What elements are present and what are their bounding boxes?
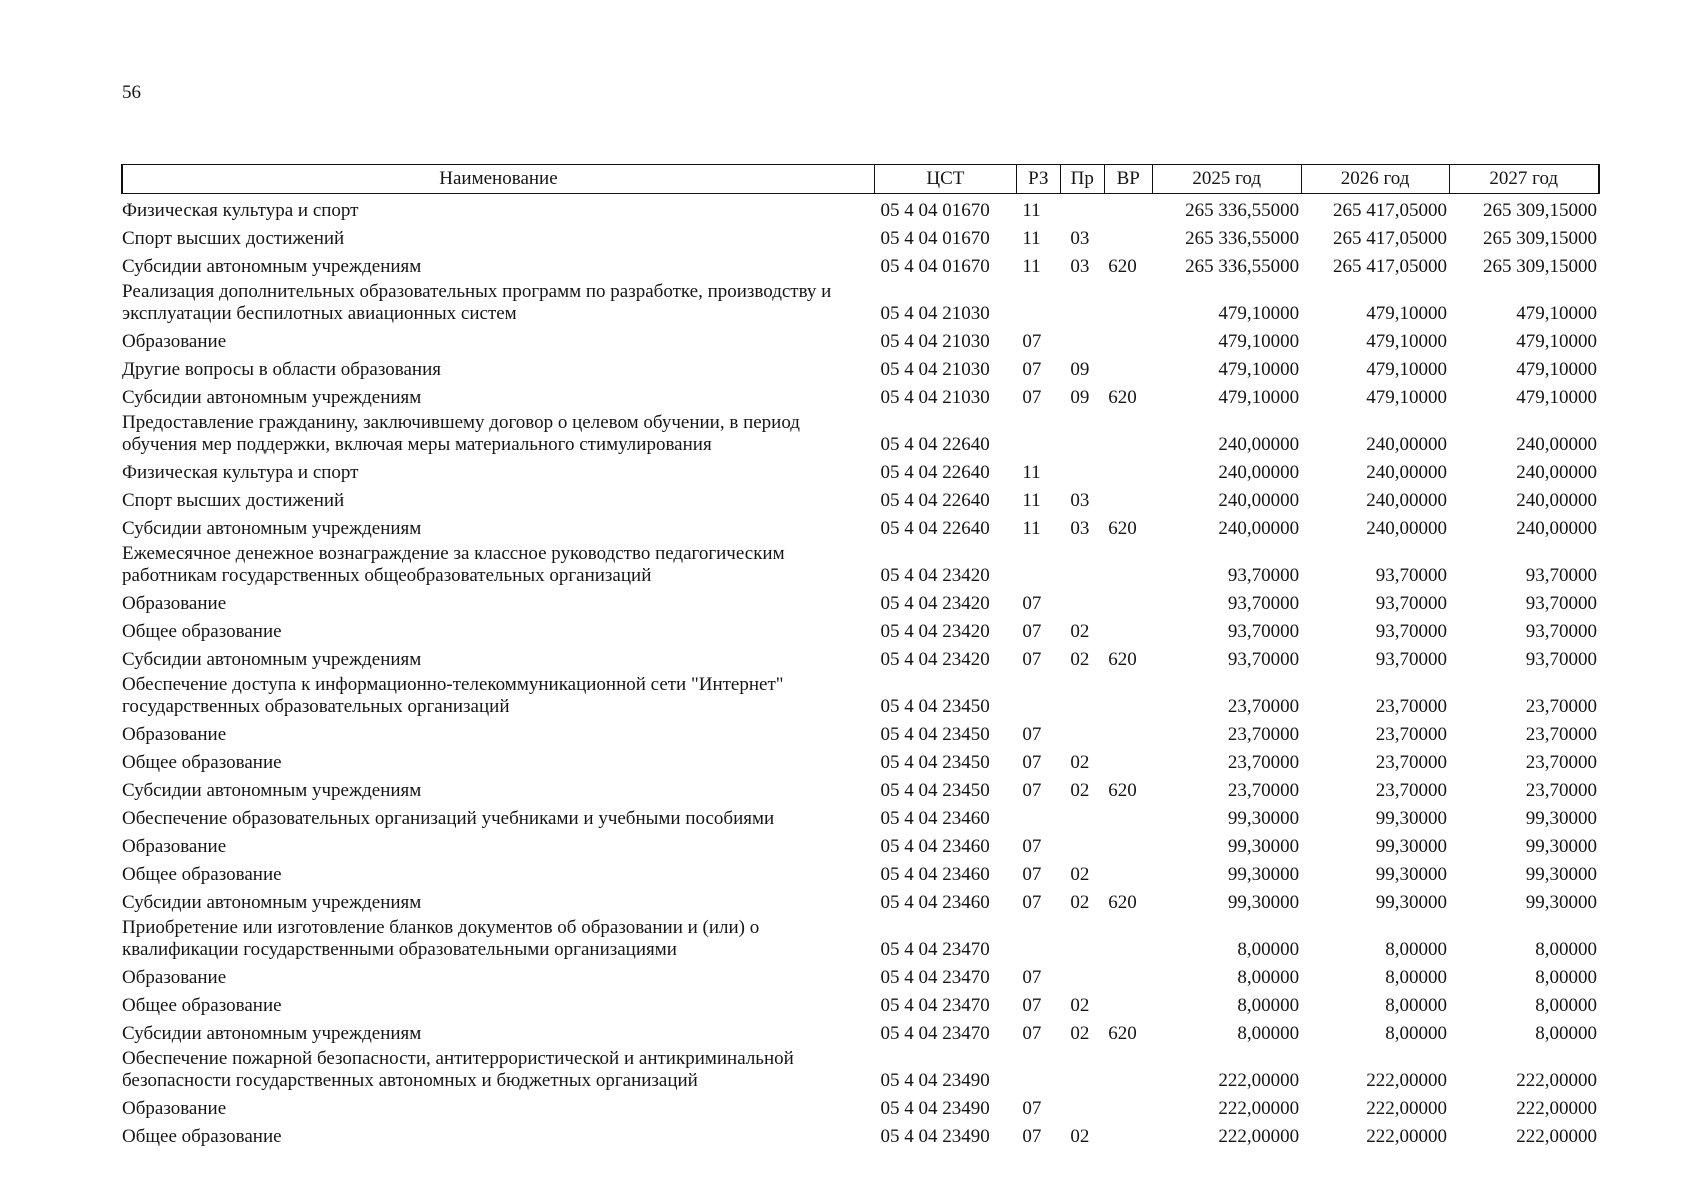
table-row	[122, 774, 1599, 802]
cell-vr	[1104, 615, 1152, 643]
cell-pr	[1060, 914, 1104, 961]
cell-name: Субсидии автономным учреждениям	[122, 1023, 422, 1044]
cell-cst: 05 4 04 22640	[880, 434, 990, 455]
cell-pr: 03	[1070, 256, 1090, 277]
cell-name: Обеспечение пожарной безопасности, антитеррористической и антикриминальной безопасности государственных автономных и бюджетных организаций	[122, 1048, 794, 1091]
cell-name: Обеспечение доступа к информационно-телекоммуникационной сети "Интернет" государственных образовательных организаций	[122, 674, 784, 717]
cell-rz: 11	[1022, 462, 1041, 483]
cell-cst: 05 4 04 23420	[880, 649, 990, 670]
cell-2025: 99,30000	[1227, 892, 1300, 913]
cell-cst: 05 4 04 21030	[880, 331, 990, 352]
cell-2026: 99,30000	[1375, 892, 1448, 913]
cell-2027: 93,70000	[1525, 649, 1597, 670]
cell-2027: 240,00000	[1516, 518, 1597, 539]
cell-vr	[1104, 746, 1152, 774]
cell-2027: 240,00000	[1516, 490, 1597, 511]
cell-name: Физическая культура и спорт	[122, 200, 359, 221]
cell-rz: 07	[1022, 331, 1042, 352]
cell-2026: 8,00000	[1385, 967, 1448, 988]
cell-rz: 07	[1022, 593, 1042, 614]
budget-table	[121, 164, 1600, 1148]
table-row	[122, 456, 1599, 484]
cell-2027: 479,10000	[1516, 303, 1597, 324]
cell-2026: 93,70000	[1375, 649, 1448, 670]
cell-pr	[1060, 718, 1104, 746]
header-row	[122, 165, 1599, 194]
cell-cst: 05 4 04 23470	[880, 939, 990, 960]
cell-name: Спорт высших достижений	[122, 228, 345, 249]
table-row	[122, 1092, 1599, 1120]
cell-cst: 05 4 04 01670	[880, 228, 990, 249]
cell-2027: 479,10000	[1516, 359, 1597, 380]
cell-2026: 99,30000	[1375, 864, 1448, 885]
table-row	[122, 802, 1599, 830]
cell-2027: 265 309,15000	[1483, 200, 1597, 221]
cell-2027: 222,00000	[1516, 1098, 1597, 1119]
header-pr: Пр	[1060, 165, 1104, 194]
cell-2026: 93,70000	[1375, 621, 1448, 642]
cell-name: Субсидии автономным учреждениям	[122, 780, 422, 801]
cell-2026: 222,00000	[1366, 1070, 1448, 1091]
cell-2026: 265 417,05000	[1333, 200, 1448, 221]
cell-2026: 93,70000	[1375, 565, 1448, 586]
cell-rz	[1016, 278, 1060, 325]
cell-2025: 93,70000	[1227, 649, 1300, 670]
cell-vr: 620	[1108, 892, 1137, 913]
cell-2027: 222,00000	[1516, 1126, 1597, 1147]
cell-name: Образование	[122, 967, 227, 988]
cell-pr	[1060, 325, 1104, 353]
cell-pr: 02	[1070, 780, 1090, 801]
cell-name: Другие вопросы в области образования	[122, 359, 441, 380]
cell-2025: 240,00000	[1218, 490, 1300, 511]
cell-2025: 23,70000	[1227, 752, 1300, 773]
cell-name: Субсидии автономным учреждениям	[122, 256, 422, 277]
cell-2026: 8,00000	[1385, 1023, 1448, 1044]
cell-pr	[1060, 194, 1104, 223]
cell-2027: 8,00000	[1535, 1023, 1597, 1044]
cell-name: Общее образование	[122, 864, 282, 885]
cell-vr	[1104, 718, 1152, 746]
cell-rz	[1016, 1045, 1060, 1092]
cell-pr: 03	[1070, 228, 1090, 249]
table-row	[122, 278, 1599, 325]
cell-2027: 99,30000	[1525, 808, 1597, 829]
cell-rz: 07	[1022, 359, 1042, 380]
cell-2025: 479,10000	[1218, 359, 1300, 380]
cell-2025: 479,10000	[1218, 387, 1300, 408]
cell-cst: 05 4 04 23470	[880, 995, 990, 1016]
cell-2025: 479,10000	[1218, 331, 1300, 352]
table-row	[122, 886, 1599, 914]
cell-vr	[1104, 353, 1152, 381]
cell-cst: 05 4 04 23460	[880, 808, 990, 829]
table-row	[122, 615, 1599, 643]
cell-pr	[1060, 1092, 1104, 1120]
cell-name: Реализация дополнительных образовательных программ по разработке, производству и эксплуатации беспилотных авиационных систем	[122, 281, 832, 324]
cell-2025: 240,00000	[1218, 462, 1300, 483]
cell-2026: 479,10000	[1366, 387, 1448, 408]
cell-name: Обеспечение образовательных организаций учебниками и учебными пособиями	[122, 808, 775, 829]
header-2026: 2026 год	[1301, 165, 1449, 194]
cell-rz: 07	[1022, 1126, 1042, 1147]
cell-rz: 07	[1022, 621, 1042, 642]
table-row	[122, 1045, 1599, 1092]
header-2027: 2027 год	[1449, 165, 1599, 194]
cell-2027: 93,70000	[1525, 621, 1597, 642]
cell-2026: 240,00000	[1366, 434, 1448, 455]
cell-2026: 265 417,05000	[1333, 228, 1448, 249]
cell-pr: 02	[1070, 621, 1090, 642]
cell-rz: 07	[1022, 995, 1042, 1016]
cell-2027: 240,00000	[1516, 434, 1597, 455]
cell-cst: 05 4 04 23450	[880, 724, 990, 745]
table-header	[122, 165, 1599, 194]
table-row	[122, 222, 1599, 250]
cell-vr	[1104, 830, 1152, 858]
cell-2027: 265 309,15000	[1483, 256, 1597, 277]
header-cst: ЦСТ	[874, 165, 1016, 194]
cell-name: Образование	[122, 1098, 227, 1119]
cell-pr: 02	[1070, 1126, 1090, 1147]
cell-cst: 05 4 04 21030	[880, 359, 990, 380]
table-row	[122, 830, 1599, 858]
cell-cst: 05 4 04 23460	[880, 836, 990, 857]
cell-cst: 05 4 04 22640	[880, 462, 990, 483]
cell-rz: 11	[1022, 490, 1041, 511]
cell-2027: 8,00000	[1535, 995, 1597, 1016]
cell-cst: 05 4 04 23470	[880, 1023, 990, 1044]
cell-2026: 479,10000	[1366, 303, 1448, 324]
cell-vr	[1104, 802, 1152, 830]
cell-cst: 05 4 04 23490	[880, 1098, 990, 1119]
cell-cst: 05 4 04 23490	[880, 1126, 990, 1147]
cell-vr	[1104, 456, 1152, 484]
cell-vr: 620	[1108, 518, 1137, 539]
cell-2025: 265 336,55000	[1185, 256, 1300, 277]
cell-cst: 05 4 04 01670	[880, 200, 990, 221]
cell-name: Общее образование	[122, 752, 282, 773]
table-row	[122, 671, 1599, 718]
table-row	[122, 961, 1599, 989]
cell-cst: 05 4 04 23450	[880, 752, 990, 773]
table-row	[122, 989, 1599, 1017]
cell-vr: 620	[1108, 256, 1137, 277]
cell-rz: 07	[1022, 1023, 1042, 1044]
cell-2027: 23,70000	[1525, 696, 1597, 717]
cell-vr	[1104, 989, 1152, 1017]
cell-name: Ежемесячное денежное вознаграждение за классное руководство педагогическим работникам государственных общеобразовательных организаций	[122, 543, 785, 586]
cell-2025: 8,00000	[1237, 939, 1300, 960]
cell-vr	[1104, 1045, 1152, 1092]
cell-rz: 07	[1022, 387, 1042, 408]
cell-2027: 8,00000	[1535, 967, 1597, 988]
cell-2025: 240,00000	[1218, 518, 1300, 539]
cell-2027: 99,30000	[1525, 892, 1597, 913]
cell-name: Образование	[122, 593, 227, 614]
cell-vr	[1104, 484, 1152, 512]
cell-rz: 07	[1022, 967, 1042, 988]
cell-2025: 99,30000	[1227, 808, 1300, 829]
table-row	[122, 512, 1599, 540]
cell-2027: 265 309,15000	[1483, 228, 1597, 249]
cell-2027: 8,00000	[1535, 939, 1597, 960]
cell-2025: 8,00000	[1237, 995, 1300, 1016]
cell-2026: 23,70000	[1375, 752, 1448, 773]
cell-name: Спорт высших достижений	[122, 490, 345, 511]
cell-2025: 479,10000	[1218, 303, 1300, 324]
cell-cst: 05 4 04 23420	[880, 621, 990, 642]
cell-cst: 05 4 04 21030	[880, 303, 990, 324]
cell-pr	[1060, 830, 1104, 858]
cell-cst: 05 4 04 22640	[880, 490, 990, 511]
cell-2027: 222,00000	[1516, 1070, 1597, 1091]
table-row	[122, 858, 1599, 886]
cell-pr: 02	[1070, 864, 1090, 885]
table-row	[122, 353, 1599, 381]
cell-pr: 03	[1070, 518, 1090, 539]
budget-table-container	[121, 164, 1600, 1148]
cell-cst: 05 4 04 01670	[880, 256, 990, 277]
cell-2025: 8,00000	[1237, 1023, 1300, 1044]
cell-2027: 240,00000	[1516, 462, 1597, 483]
cell-rz	[1016, 914, 1060, 961]
cell-name: Приобретение или изготовление бланков документов об образовании и (или) о квалификации государственными образовательными организациями	[122, 917, 760, 960]
cell-2025: 93,70000	[1227, 621, 1300, 642]
cell-pr	[1060, 1045, 1104, 1092]
table-row	[122, 250, 1599, 278]
cell-2027: 23,70000	[1525, 752, 1597, 773]
cell-vr: 620	[1108, 780, 1137, 801]
cell-name: Общее образование	[122, 621, 282, 642]
cell-pr	[1060, 540, 1104, 587]
cell-pr	[1060, 961, 1104, 989]
cell-cst: 05 4 04 23420	[880, 565, 990, 586]
cell-pr	[1060, 802, 1104, 830]
cell-vr: 620	[1108, 649, 1137, 670]
cell-2026: 479,10000	[1366, 331, 1448, 352]
cell-cst: 05 4 04 23450	[880, 780, 990, 801]
cell-pr: 09	[1070, 359, 1090, 380]
table-row	[122, 1017, 1599, 1045]
cell-rz: 11	[1022, 518, 1041, 539]
cell-pr: 02	[1070, 892, 1090, 913]
cell-2026: 23,70000	[1375, 696, 1448, 717]
cell-vr	[1104, 671, 1152, 718]
cell-2026: 99,30000	[1375, 836, 1448, 857]
cell-rz: 11	[1022, 256, 1041, 277]
cell-2025: 93,70000	[1227, 593, 1300, 614]
cell-cst: 05 4 04 23460	[880, 864, 990, 885]
cell-rz: 11	[1022, 228, 1041, 249]
cell-name: Субсидии автономным учреждениям	[122, 649, 422, 670]
table-row	[122, 1120, 1599, 1148]
cell-2026: 8,00000	[1385, 939, 1448, 960]
cell-pr: 02	[1070, 752, 1090, 773]
cell-2026: 240,00000	[1366, 462, 1448, 483]
cell-pr: 02	[1070, 995, 1090, 1016]
cell-rz: 07	[1022, 836, 1042, 857]
cell-2025: 93,70000	[1227, 565, 1300, 586]
cell-2025: 222,00000	[1218, 1126, 1300, 1147]
table-row	[122, 194, 1599, 223]
cell-vr	[1104, 1092, 1152, 1120]
cell-2025: 99,30000	[1227, 836, 1300, 857]
cell-2025: 8,00000	[1237, 967, 1300, 988]
cell-name: Субсидии автономным учреждениям	[122, 892, 422, 913]
cell-cst: 05 4 04 23470	[880, 967, 990, 988]
cell-pr	[1060, 409, 1104, 456]
cell-pr	[1060, 587, 1104, 615]
cell-name: Образование	[122, 724, 227, 745]
table-row	[122, 587, 1599, 615]
cell-rz: 07	[1022, 752, 1042, 773]
cell-pr: 02	[1070, 1023, 1090, 1044]
cell-rz	[1016, 671, 1060, 718]
cell-2026: 265 417,05000	[1333, 256, 1448, 277]
cell-name: Предоставление гражданину, заключившему договор о целевом обучении, в период обучения мер поддержки, включая меры материального стимулирования	[122, 412, 800, 455]
cell-rz	[1016, 802, 1060, 830]
cell-2025: 222,00000	[1218, 1070, 1300, 1091]
cell-2027: 23,70000	[1525, 724, 1597, 745]
table-row	[122, 914, 1599, 961]
cell-vr	[1104, 194, 1152, 223]
cell-2026: 240,00000	[1366, 518, 1448, 539]
cell-name: Общее образование	[122, 995, 282, 1016]
cell-2025: 23,70000	[1227, 696, 1300, 717]
cell-2027: 99,30000	[1525, 836, 1597, 857]
cell-2027: 99,30000	[1525, 864, 1597, 885]
cell-name: Физическая культура и спорт	[122, 462, 359, 483]
cell-rz: 11	[1022, 200, 1041, 221]
cell-name: Субсидии автономным учреждениям	[122, 518, 422, 539]
cell-2025: 240,00000	[1218, 434, 1300, 455]
cell-2027: 93,70000	[1525, 565, 1597, 586]
cell-vr	[1104, 278, 1152, 325]
cell-rz: 07	[1022, 780, 1042, 801]
cell-2026: 222,00000	[1366, 1126, 1448, 1147]
table-row	[122, 718, 1599, 746]
cell-vr	[1104, 1120, 1152, 1148]
header-2025: 2025 год	[1152, 165, 1301, 194]
cell-vr	[1104, 961, 1152, 989]
table-row	[122, 484, 1599, 512]
cell-pr	[1060, 278, 1104, 325]
table-body	[122, 194, 1599, 1149]
cell-pr	[1060, 456, 1104, 484]
cell-vr	[1104, 914, 1152, 961]
page-number: 56	[122, 82, 141, 103]
cell-rz	[1016, 540, 1060, 587]
cell-2025: 23,70000	[1227, 724, 1300, 745]
cell-pr: 09	[1070, 387, 1090, 408]
cell-cst: 05 4 04 22640	[880, 518, 990, 539]
header-rz: РЗ	[1016, 165, 1060, 194]
cell-cst: 05 4 04 23460	[880, 892, 990, 913]
cell-cst: 05 4 04 21030	[880, 387, 990, 408]
cell-vr: 620	[1108, 1023, 1137, 1044]
cell-2027: 23,70000	[1525, 780, 1597, 801]
cell-rz: 07	[1022, 724, 1042, 745]
cell-vr	[1104, 325, 1152, 353]
cell-2026: 222,00000	[1366, 1098, 1448, 1119]
cell-pr: 02	[1070, 649, 1090, 670]
header-name: Наименование	[122, 165, 874, 194]
cell-rz: 07	[1022, 649, 1042, 670]
cell-2027: 479,10000	[1516, 387, 1597, 408]
cell-vr	[1104, 587, 1152, 615]
table-row	[122, 643, 1599, 671]
cell-vr	[1104, 540, 1152, 587]
table-row	[122, 409, 1599, 456]
cell-name: Образование	[122, 836, 227, 857]
cell-2025: 23,70000	[1227, 780, 1300, 801]
table-row	[122, 325, 1599, 353]
table-row	[122, 540, 1599, 587]
cell-2026: 8,00000	[1385, 995, 1448, 1016]
cell-rz: 07	[1022, 864, 1042, 885]
table-row	[122, 381, 1599, 409]
table-row	[122, 746, 1599, 774]
cell-cst: 05 4 04 23420	[880, 593, 990, 614]
cell-pr	[1060, 671, 1104, 718]
cell-name: Образование	[122, 331, 227, 352]
cell-2026: 240,00000	[1366, 490, 1448, 511]
cell-2026: 479,10000	[1366, 359, 1448, 380]
cell-2025: 265 336,55000	[1185, 228, 1300, 249]
cell-rz	[1016, 409, 1060, 456]
header-vr: ВР	[1104, 165, 1152, 194]
cell-2025: 222,00000	[1218, 1098, 1300, 1119]
cell-name: Субсидии автономным учреждениям	[122, 387, 422, 408]
cell-cst: 05 4 04 23490	[880, 1070, 990, 1091]
cell-2026: 23,70000	[1375, 780, 1448, 801]
cell-vr	[1104, 409, 1152, 456]
cell-2026: 99,30000	[1375, 808, 1448, 829]
cell-vr: 620	[1108, 387, 1137, 408]
cell-2026: 93,70000	[1375, 593, 1448, 614]
cell-cst: 05 4 04 23450	[880, 696, 990, 717]
cell-2027: 479,10000	[1516, 331, 1597, 352]
cell-2025: 265 336,55000	[1185, 200, 1300, 221]
cell-rz: 07	[1022, 1098, 1042, 1119]
cell-2027: 93,70000	[1525, 593, 1597, 614]
cell-name: Общее образование	[122, 1126, 282, 1147]
cell-pr: 03	[1070, 490, 1090, 511]
cell-2026: 23,70000	[1375, 724, 1448, 745]
cell-rz: 07	[1022, 892, 1042, 913]
cell-2025: 99,30000	[1227, 864, 1300, 885]
cell-vr	[1104, 222, 1152, 250]
cell-vr	[1104, 858, 1152, 886]
